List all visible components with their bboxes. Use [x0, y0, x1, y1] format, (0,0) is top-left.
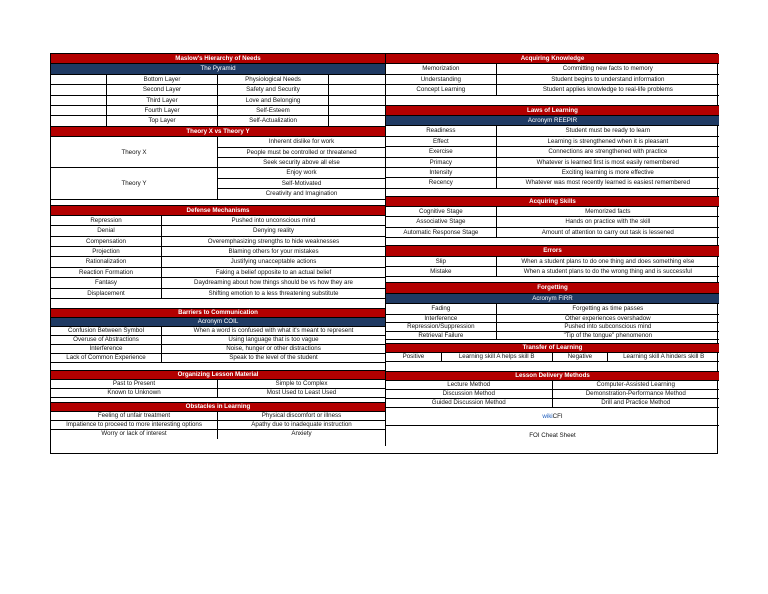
left-column — [51, 54, 385, 439]
barrier-term: Interference — [51, 345, 162, 353]
defense-desc: Overemphasizing strengths to hide weaknesses — [207, 237, 340, 245]
law-term: Effect — [386, 137, 497, 146]
knowledge-desc: Student begins to understand information — [551, 75, 665, 83]
maslow-layer: Third Layer — [107, 96, 218, 105]
delivery-item: Discussion Method — [386, 390, 553, 398]
barrier-term: Confusion Between Symbol — [51, 327, 162, 335]
defense-term: Reaction Formation — [51, 268, 162, 277]
knowledge-term: Understanding — [386, 75, 497, 84]
error-term: Slip — [386, 257, 497, 266]
forgetting-desc: Forgetting as time passes — [572, 305, 644, 313]
table-row — [51, 278, 385, 288]
delivery-item: Lecture Method — [386, 381, 553, 389]
skill-desc: Hands on practice with the skill — [565, 218, 651, 226]
delivery-item: Drill and Practice Method — [601, 399, 671, 407]
maslow-layer: Bottom Layer — [107, 75, 218, 84]
error-term: Mistake — [386, 267, 497, 276]
table-row — [386, 217, 719, 227]
law-term: Recency — [386, 178, 497, 187]
table-row — [386, 126, 719, 136]
table-row — [386, 381, 719, 390]
forgetting-term: Retrieval Failure — [386, 332, 497, 340]
table-row — [386, 158, 719, 168]
forgetting-title: Forgetting — [386, 283, 719, 292]
organizing-item: Most Used to Least Used — [266, 389, 337, 397]
obstacle-item: Feeling of unfair treatment — [51, 412, 218, 420]
barrier-desc: Speak to the level of the student — [229, 354, 318, 362]
defense-title: Defense Mechanisms — [51, 206, 385, 215]
table-row — [386, 332, 719, 341]
theory-x-group — [51, 137, 385, 168]
theory-x-item: People must be controlled or threatened — [218, 148, 385, 158]
law-desc: Learning is strengthened when it is pleasant — [547, 137, 669, 145]
table-row — [386, 147, 719, 157]
forgetting-desc: Other experiences overshadow — [565, 314, 651, 322]
theory-title: Theory X vs Theory Y — [51, 127, 385, 136]
footer-caption-row — [386, 426, 719, 446]
defense-desc: Daydreaming about how things should be vs how they are — [194, 279, 353, 287]
organizing-item: Simple to Complex — [275, 380, 328, 388]
table-row — [51, 237, 385, 247]
table-row — [386, 178, 719, 188]
law-desc: Connections are strengthened with practice — [548, 148, 668, 156]
laws-subtitle: Acronym REEPIR — [386, 116, 719, 125]
transfer-positive-desc: Learning skill A helps skill B — [442, 353, 553, 361]
obstacle-item: Impatience to proceed to more interesting options — [51, 421, 218, 429]
barrier-term: Lack of Common Experience — [51, 354, 162, 362]
barrier-desc: When a word is confused with what it's meant to represent — [193, 327, 354, 335]
maslow-layer: Second Layer — [107, 85, 218, 94]
barriers-title: Barriers to Communication — [51, 309, 385, 317]
transfer-negative: Negative — [553, 353, 609, 361]
theory-y-item: Enjoy work — [218, 168, 385, 178]
table-row — [51, 412, 385, 421]
table-row — [51, 247, 385, 257]
obstacle-item: Anxiety — [291, 430, 312, 438]
delivery-item: Guided Discussion Method — [386, 399, 553, 407]
theory-x-item: Seek security above all else — [263, 158, 340, 166]
table-row — [51, 116, 385, 126]
law-desc: Whatever was most recently learned is easiest remembered — [525, 179, 691, 187]
right-column — [385, 54, 719, 446]
logo-prefix: wiki — [542, 413, 553, 421]
cheat-sheet — [50, 53, 718, 454]
table-row — [51, 354, 385, 363]
defense-desc: Shifting emotion to a less threatening substitute — [208, 289, 339, 297]
knowledge-desc: Student applies knowledge to real-life problems — [542, 86, 673, 94]
defense-term: Rationalization — [51, 257, 162, 266]
errors-title: Errors — [386, 246, 719, 255]
organizing-title: Organizing Lesson Material — [51, 371, 385, 379]
defense-desc: Justifying unacceptable actions — [230, 258, 317, 266]
theory-x-label: Theory X — [51, 137, 218, 167]
maslow-subtitle: The Pyramid — [51, 64, 385, 73]
knowledge-desc: Committing new facts to memory — [562, 65, 653, 73]
laws-title: Laws of Learning — [386, 106, 719, 115]
table-row — [386, 228, 719, 238]
skill-term: Cognitive Stage — [386, 207, 497, 216]
maslow-need: Safety and Security — [218, 85, 329, 94]
law-term: Exercise — [386, 147, 497, 156]
defense-desc: Pushed into unconscious mind — [231, 216, 316, 224]
skills-title: Acquiring Skills — [386, 197, 719, 206]
table-row — [386, 267, 719, 277]
table-row — [51, 421, 385, 430]
skill-desc: Amount of attention to carry out task is lessened — [541, 228, 674, 236]
table-row — [386, 353, 719, 362]
delivery-item: Demonstration-Performance Method — [585, 390, 686, 398]
barrier-desc: Using language that is too vague — [228, 336, 319, 344]
maslow-need: Physiological Needs — [218, 75, 329, 84]
defense-desc: Blaming others for your mistakes — [228, 248, 319, 256]
law-term: Readiness — [386, 126, 497, 135]
table-row — [386, 399, 719, 408]
logo-suffix: CFI — [552, 413, 563, 421]
forgetting-term: Fading — [386, 304, 497, 313]
table-row — [386, 390, 719, 399]
table-row — [386, 85, 719, 95]
law-desc: Student must be ready to learn — [565, 127, 651, 135]
organizing-item: Past to Present — [51, 380, 218, 388]
table-row — [51, 216, 385, 226]
forgetting-subtitle: Acronym FIRR — [386, 294, 719, 303]
maslow-need: Love and Belonging — [218, 96, 329, 105]
table-row — [51, 75, 385, 85]
error-desc: When a student plans to do the wrong thing and is successful — [523, 268, 692, 276]
defense-desc: Denying reality — [253, 227, 294, 235]
obstacles-title: Obstacles in Learning — [51, 403, 385, 411]
law-desc: Exciting learning is more effective — [561, 168, 654, 176]
forgetting-term: Interference — [386, 315, 497, 323]
barrier-term: Overuse of Abstractions — [51, 336, 162, 344]
table-row — [51, 345, 385, 354]
table-row — [51, 96, 385, 106]
delivery-title: Lesson Delivery Methods — [386, 372, 719, 380]
error-desc: When a student plans to do one thing and does something else — [521, 257, 695, 265]
table-row — [51, 327, 385, 336]
obstacle-item: Worry or lack of interest — [51, 430, 218, 439]
skill-term: Automatic Response Stage — [386, 228, 497, 237]
maslow-title: Maslow's Hierarchy of Needs — [51, 54, 385, 63]
barrier-desc: Noise, hunger or other distractions — [226, 345, 321, 353]
law-desc: Whatever is learned first is most easily remembered — [536, 158, 680, 166]
table-row — [51, 268, 385, 278]
theory-y-item: Creativity and Imagination — [265, 190, 338, 198]
table-row — [386, 257, 719, 267]
obstacle-item: Apathy due to inadequate instruction — [251, 421, 352, 429]
table-row — [51, 226, 385, 236]
table-row — [51, 106, 385, 116]
transfer-negative-desc: Learning skill A hinders skill B — [623, 353, 705, 361]
table-row — [386, 168, 719, 178]
table-row — [51, 389, 385, 398]
maslow-layer: Fourth Layer — [107, 106, 218, 115]
defense-term: Compensation — [51, 237, 162, 246]
knowledge-title: Acquiring Knowledge — [386, 54, 719, 63]
table-row — [386, 207, 719, 217]
table-row — [51, 257, 385, 267]
maslow-need: Self-Actualization — [218, 116, 329, 125]
table-row — [386, 64, 719, 74]
defense-term: Displacement — [51, 289, 162, 298]
obstacle-item: Physical discomfort or illness — [261, 412, 342, 420]
defense-term: Fantasy — [51, 278, 162, 287]
law-term: Intensity — [386, 168, 497, 177]
defense-term: Denial — [51, 226, 162, 235]
maslow-need: Self-Esteem — [218, 106, 329, 115]
knowledge-term: Memorization — [386, 64, 497, 73]
defense-term: Projection — [51, 247, 162, 256]
table-row — [386, 304, 719, 314]
maslow-layer: Top Layer — [107, 116, 218, 125]
knowledge-term: Concept Learning — [386, 85, 497, 94]
barriers-subtitle: Acronym COIL — [51, 318, 385, 326]
table-row — [386, 323, 719, 332]
table-row — [51, 336, 385, 345]
organizing-item: Known to Unknown — [51, 389, 218, 397]
transfer-positive: Positive — [386, 353, 442, 361]
table-row — [51, 85, 385, 95]
defense-term: Repression — [51, 216, 162, 225]
footer-logo-row — [386, 408, 719, 426]
table-row — [386, 75, 719, 85]
theory-y-label: Theory Y — [51, 168, 218, 198]
delivery-item: Computer-Assisted Learning — [596, 381, 675, 389]
table-row — [51, 289, 385, 299]
footer-caption: FOI Cheat Sheet — [529, 432, 576, 440]
forgetting-desc: Pushed into subconscious mind — [564, 323, 652, 331]
theory-x-item: Inherent dislike for work — [218, 137, 385, 147]
table-row — [51, 430, 385, 439]
table-row — [386, 315, 719, 324]
transfer-title: Transfer of Learning — [386, 344, 719, 352]
skill-desc: Memorized facts — [585, 208, 631, 216]
law-term: Primacy — [386, 158, 497, 167]
forgetting-term: Repression/Suppression — [386, 323, 497, 331]
theory-y-group — [51, 168, 385, 199]
theory-y-item: Self-Motivated — [218, 179, 385, 189]
defense-desc: Faking a belief opposite to an actual belief — [215, 268, 332, 276]
forgetting-desc: "Tip of the tongue" phenomenon — [563, 331, 653, 339]
table-row — [386, 137, 719, 147]
table-row — [51, 380, 385, 389]
logo — [386, 408, 719, 425]
skill-term: Associative Stage — [386, 217, 497, 226]
